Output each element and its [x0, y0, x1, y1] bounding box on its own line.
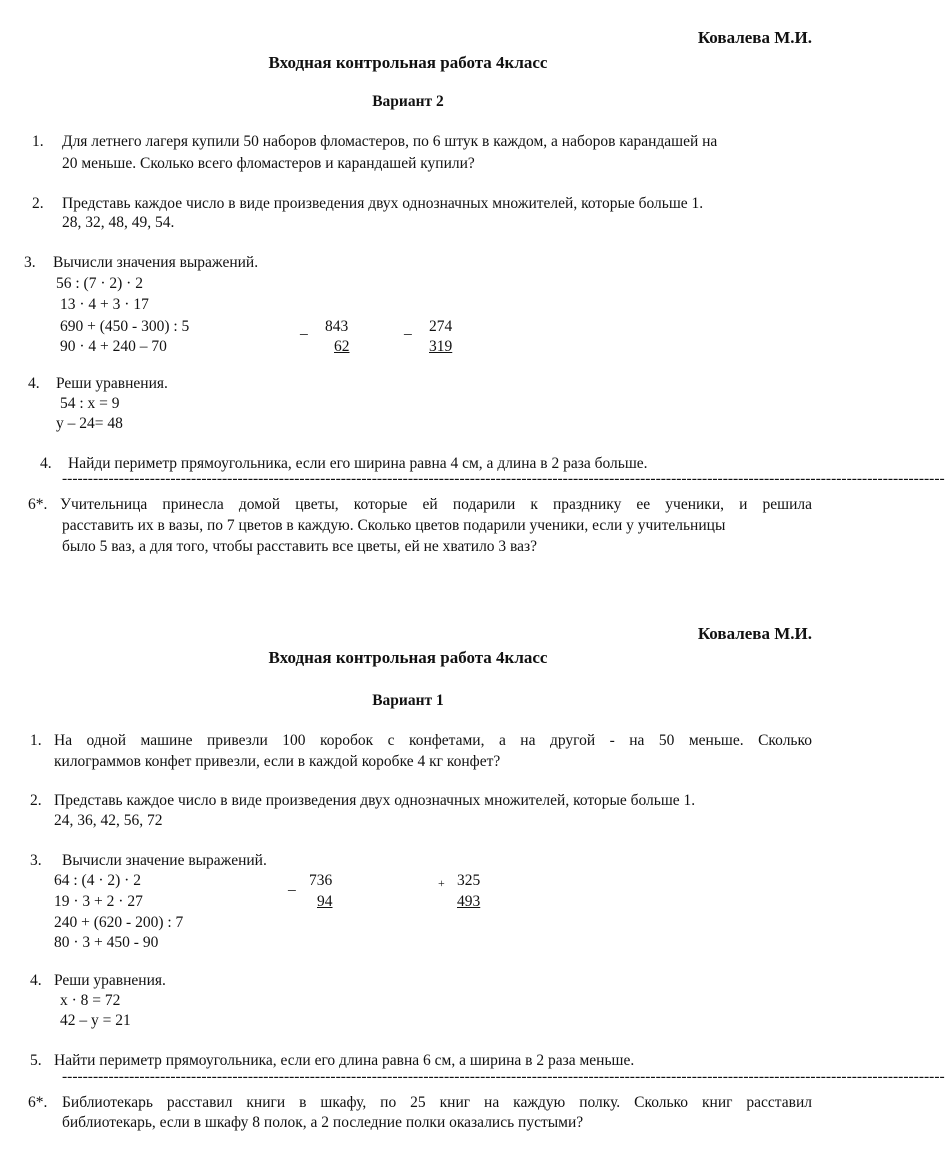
task-heading: Реши уравнения.	[56, 375, 168, 392]
equation: 54 : х = 9	[60, 395, 120, 412]
task-text: Найди периметр прямоугольника, если его ширина равна 4 см, а длина в 2 раза больше.	[68, 455, 648, 472]
task-heading: Реши уравнения.	[54, 972, 166, 989]
equation: у – 24= 48	[56, 415, 123, 432]
task-text: Библиотекарь расставил книги в шкафу, по 25 книг на каждую полку. Сколько книг расставил	[62, 1094, 812, 1111]
expression: 56 : (7 · 2) · 2	[56, 275, 143, 292]
expression: 13 · 4 + 3 · 17	[60, 296, 149, 313]
expression: 90 · 4 + 240 – 70	[60, 338, 167, 355]
column-minuend: 274	[429, 318, 453, 335]
variant-label: Вариант 2	[372, 93, 444, 110]
divider-line: ---------------------------------------------------------------------------------------------------------------------------------------------------------------------------	[62, 470, 945, 487]
task-text: Представь каждое число в виде произведения двух однозначных множителей, которые больше 1.	[62, 195, 704, 212]
column-subtrahend: 94	[317, 893, 333, 910]
task-number: 3.	[30, 852, 42, 869]
task-text: было 5 ваз, а для того, чтобы расставить все цветы, ей не хватило 3 ваз?	[62, 538, 538, 555]
author-name: Ковалева М.И.	[697, 624, 812, 643]
equation: 42 – у = 21	[60, 1012, 131, 1029]
task-number: 6*.	[28, 1094, 48, 1111]
expression: 19 · 3 + 2 · 27	[54, 893, 143, 910]
number-list: 28, 32, 48, 49, 54.	[62, 214, 175, 231]
task-number: 2.	[32, 195, 44, 212]
task-heading: Вычисли значение выражений.	[62, 852, 267, 869]
column-subtraction-sign: _	[300, 320, 308, 337]
author-name: Ковалева М.И.	[697, 28, 812, 47]
task-number: 5.	[30, 1052, 42, 1069]
task-number: 1.	[30, 732, 42, 749]
column-subtraction-sign: _	[404, 320, 412, 337]
task-text: Представь каждое число в виде произведения двух однозначных множителей, которые больше 1.	[54, 792, 696, 809]
column-subtrahend: 319	[429, 338, 453, 355]
column-minuend: 736	[309, 872, 333, 889]
task-number: 4.	[30, 972, 42, 989]
expression: 64 : (4 · 2) · 2	[54, 872, 141, 889]
task-number: 3.	[24, 254, 36, 271]
column-addition-sign: +	[438, 876, 445, 890]
task-text: На одной машине привезли 100 коробок с конфетами, а на другой - на 50 меньше. Сколько	[54, 732, 812, 749]
task-text: Учительница принесла домой цветы, которые ей подарили к празднику ее ученики, и решила	[60, 496, 812, 513]
task-number: 2.	[30, 792, 42, 809]
task-text: расставить их в вазы, по 7 цветов в каждую. Сколько цветов подарили ученики, если у учительницы	[62, 517, 726, 534]
variant-label: Вариант 1	[372, 692, 444, 709]
equation: х · 8 = 72	[60, 992, 121, 1009]
task-number: 4.	[28, 375, 40, 392]
column-subtrahend: 62	[334, 338, 350, 355]
task-text: килограммов конфет привезли, если в каждой коробке 4 кг конфет?	[54, 753, 501, 770]
page-title: Входная контрольная работа 4класс	[268, 648, 548, 667]
column-subtraction-sign: _	[288, 876, 296, 893]
number-list: 24, 36, 42, 56, 72	[54, 812, 163, 829]
divider-line: ---------------------------------------------------------------------------------------------------------------------------------------------------------------------------	[62, 1068, 945, 1085]
column-addend: 493	[457, 893, 481, 910]
task-text: Для летнего лагеря купили 50 наборов фломастеров, по 6 штук в каждом, а наборов карандашей на	[62, 133, 718, 150]
task-text: 20 меньше. Сколько всего фломастеров и карандашей купили?	[62, 155, 475, 172]
column-minuend: 843	[325, 318, 349, 335]
task-heading: Вычисли значения выражений.	[53, 254, 259, 271]
task-text: библиотекарь, если в шкафу 8 полок, а 2 последние полки оказались пустыми?	[62, 1114, 584, 1131]
expression: 690 + (450 - 300) : 5	[60, 318, 190, 335]
column-addend: 325	[457, 872, 481, 889]
task-text: Найти периметр прямоугольника, если его длина равна 6 см, а ширина в 2 раза меньше.	[54, 1052, 635, 1069]
expression: 240 + (620 - 200) : 7	[54, 914, 184, 931]
task-number: 4.	[40, 455, 52, 472]
task-number: 1.	[32, 133, 44, 150]
expression: 80 · 3 + 450 - 90	[54, 934, 159, 951]
task-number: 6*.	[28, 496, 48, 513]
page-title: Входная контрольная работа 4класс	[268, 53, 548, 72]
